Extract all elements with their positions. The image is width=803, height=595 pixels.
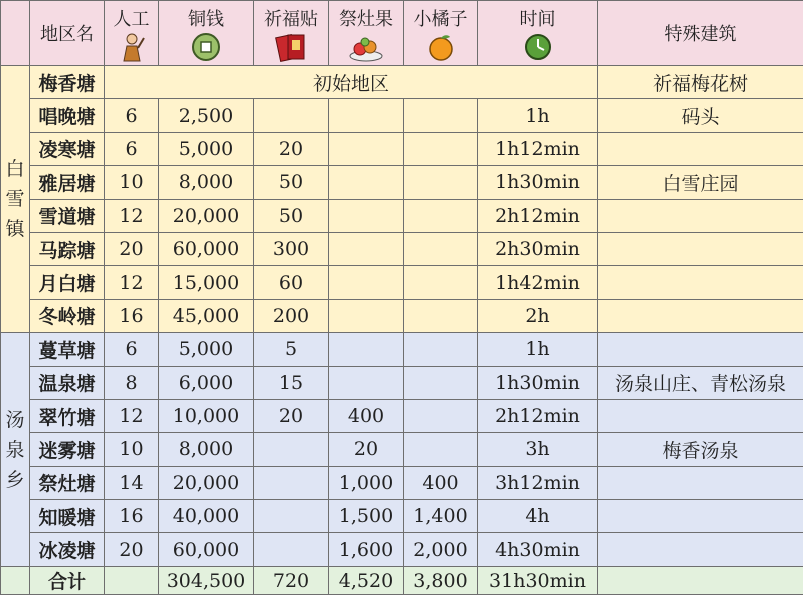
cell-labor: 12: [105, 399, 159, 432]
cell-building: [598, 500, 803, 533]
cell-copper: 15,000: [159, 266, 254, 299]
cell-orange: [404, 299, 478, 332]
total-copper: 304,500: [159, 567, 254, 595]
total-orange: 3,800: [404, 567, 478, 595]
table-row: [1, 99, 803, 132]
region-name: 马踪塘: [30, 232, 105, 265]
cell-orange: [404, 166, 478, 199]
region-name: 月白塘: [30, 266, 105, 299]
total-building: [598, 567, 803, 595]
cell-orange: [404, 366, 478, 399]
cell-building: 汤泉山庄、青松汤泉: [598, 366, 803, 399]
cell-time: 1h: [478, 333, 598, 366]
table-row: [1, 266, 803, 299]
cell-copper: 5,000: [159, 333, 254, 366]
cell-building: 码头: [598, 99, 803, 132]
region-name: 冬岭塘: [30, 299, 105, 332]
header-blessing: 祈福贴: [254, 1, 329, 66]
total-fruit: 4,520: [329, 567, 404, 595]
worker-icon: [119, 32, 145, 62]
cell-labor: 12: [105, 199, 159, 232]
region-name: 雅居塘: [30, 166, 105, 199]
table-row: [1, 232, 803, 265]
cell-labor: 14: [105, 466, 159, 499]
cell-orange: 2,000: [404, 533, 478, 567]
cell-time: 1h30min: [478, 366, 598, 399]
cell-building: [598, 466, 803, 499]
cell-time: 2h12min: [478, 199, 598, 232]
region-name: 凌寒塘: [30, 132, 105, 165]
total-label: 合计: [30, 567, 105, 595]
cell-copper: 8,000: [159, 166, 254, 199]
region-name: 唱晚塘: [30, 99, 105, 132]
region-name: 祭灶塘: [30, 466, 105, 499]
clock-icon: [523, 32, 553, 62]
cell-time: 1h42min: [478, 266, 598, 299]
cell-labor: 10: [105, 433, 159, 466]
cell-copper: 2,500: [159, 99, 254, 132]
header-labor: 人工: [105, 1, 159, 66]
cell-building: [598, 232, 803, 265]
header-orange: 小橘子: [404, 1, 478, 66]
cell-labor: 8: [105, 366, 159, 399]
cell-building: [598, 533, 803, 567]
cell-blessing: 20: [254, 132, 329, 165]
cell-building: [598, 399, 803, 432]
cell-time: 4h30min: [478, 533, 598, 567]
cell-labor: 12: [105, 266, 159, 299]
table-row: [1, 132, 803, 165]
cell-time: 1h30min: [478, 166, 598, 199]
cell-blessing: 5: [254, 333, 329, 366]
table-row: [1, 66, 803, 99]
header-copper: 铜钱: [159, 1, 254, 66]
header-row: [1, 1, 803, 66]
total-blessing: 720: [254, 567, 329, 595]
table-row: [1, 299, 803, 332]
table-row: [1, 366, 803, 399]
cell-labor: 20: [105, 533, 159, 567]
cell-orange: 400: [404, 466, 478, 499]
total-time: 31h30min: [478, 567, 598, 595]
cell-blessing: 60: [254, 266, 329, 299]
table-row: [1, 166, 803, 199]
cell-copper: 20,000: [159, 466, 254, 499]
cell-time: 1h12min: [478, 132, 598, 165]
cell-blessing: 300: [254, 232, 329, 265]
cell-labor: 6: [105, 99, 159, 132]
cell-blessing: [254, 500, 329, 533]
cell-blessing: [254, 433, 329, 466]
cell-labor: 16: [105, 299, 159, 332]
cell-time: 2h30min: [478, 232, 598, 265]
cell-time: 1h: [478, 99, 598, 132]
cell-copper: 20,000: [159, 199, 254, 232]
header-time: 时间: [478, 1, 598, 66]
cell-time: 2h12min: [478, 399, 598, 432]
region-name: 冰凌塘: [30, 533, 105, 567]
cell-copper: 6,000: [159, 366, 254, 399]
region-name: 梅香塘: [30, 66, 105, 99]
group-label: 汤 泉 乡: [1, 333, 30, 567]
table-row: [1, 533, 803, 567]
region-name: 翠竹塘: [30, 399, 105, 432]
group-label: 白 雪 镇: [1, 66, 30, 333]
total-row: [1, 567, 803, 595]
cell-blessing: 15: [254, 366, 329, 399]
table-row: [1, 333, 803, 366]
header-building: 特殊建筑: [598, 1, 803, 66]
cell-building: 祈福梅花树: [598, 66, 803, 99]
cell-blessing: [254, 533, 329, 567]
table-row: [1, 199, 803, 232]
cell-orange: 1,400: [404, 500, 478, 533]
cell-copper: 40,000: [159, 500, 254, 533]
cell-blessing: [254, 99, 329, 132]
cell-orange: [404, 99, 478, 132]
cell-orange: [404, 232, 478, 265]
cell-copper: 10,000: [159, 399, 254, 432]
copper-coin-icon: [190, 32, 222, 62]
region-name: 温泉塘: [30, 366, 105, 399]
cell-blessing: 20: [254, 399, 329, 432]
cell-building: 梅香汤泉: [598, 433, 803, 466]
cell-building: [598, 199, 803, 232]
cell-fruit: [329, 299, 404, 332]
cell-orange: [404, 266, 478, 299]
cell-copper: 45,000: [159, 299, 254, 332]
header-fruit: 祭灶果: [329, 1, 404, 66]
cell-orange: [404, 399, 478, 432]
cell-building: 白雪庄园: [598, 166, 803, 199]
cell-time: 4h: [478, 500, 598, 533]
cell-time: 2h: [478, 299, 598, 332]
cell-copper: 5,000: [159, 132, 254, 165]
cell-copper: 60,000: [159, 533, 254, 567]
cell-labor: 6: [105, 333, 159, 366]
cell-fruit: 400: [329, 399, 404, 432]
cell-labor: 6: [105, 132, 159, 165]
header-region: 地区名: [30, 1, 105, 66]
cell-labor: 20: [105, 232, 159, 265]
cell-blessing: 200: [254, 299, 329, 332]
cell-copper: 8,000: [159, 433, 254, 466]
fruit-plate-icon: [348, 32, 384, 62]
cell-fruit: [329, 199, 404, 232]
cell-fruit: [329, 99, 404, 132]
cell-fruit: [329, 232, 404, 265]
cell-labor: 10: [105, 166, 159, 199]
cell-copper: 60,000: [159, 232, 254, 265]
cell-fruit: [329, 132, 404, 165]
cell-blessing: 50: [254, 199, 329, 232]
cell-time: 3h12min: [478, 466, 598, 499]
region-name: 雪道塘: [30, 199, 105, 232]
table-row: [1, 399, 803, 432]
cell-blessing: 50: [254, 166, 329, 199]
orange-icon: [426, 32, 456, 62]
cell-time: 3h: [478, 433, 598, 466]
blessing-sticker-icon: [275, 32, 307, 62]
cell-blessing: [254, 466, 329, 499]
cell-orange: [404, 433, 478, 466]
cell-orange: [404, 333, 478, 366]
cell-building: [598, 299, 803, 332]
cell-fruit: [329, 333, 404, 366]
cell-building: [598, 132, 803, 165]
merged-note: 初始地区: [105, 66, 598, 99]
cell-building: [598, 333, 803, 366]
cell-fruit: 20: [329, 433, 404, 466]
cell-fruit: 1,600: [329, 533, 404, 567]
cell-orange: [404, 132, 478, 165]
cell-orange: [404, 199, 478, 232]
cell-fruit: 1,000: [329, 466, 404, 499]
cell-fruit: [329, 266, 404, 299]
cell-building: [598, 266, 803, 299]
total-labor: [105, 567, 159, 595]
region-name: 迷雾塘: [30, 433, 105, 466]
table-row: [1, 466, 803, 499]
cell-labor: 16: [105, 500, 159, 533]
table-row: [1, 500, 803, 533]
region-name: 蔓草塘: [30, 333, 105, 366]
cell-fruit: 1,500: [329, 500, 404, 533]
cell-fruit: [329, 366, 404, 399]
region-name: 知暖塘: [30, 500, 105, 533]
header-group-col: [1, 1, 30, 66]
cell-fruit: [329, 166, 404, 199]
table-row: [1, 433, 803, 466]
